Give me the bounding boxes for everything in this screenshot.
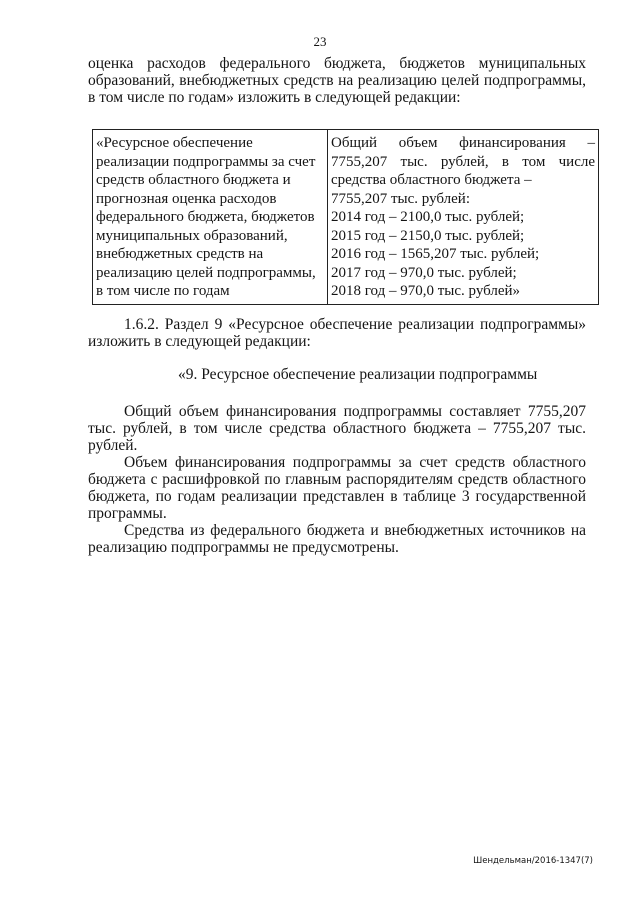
body-paragraph: Общий объем финансирования подпрограммы составляет 7755,207 тыс. рублей, в том числе средства областного бюджета – 7755,207 тыс. рублей.	[88, 403, 586, 454]
table-left-line: федерального бюджета, бюджетов	[96, 209, 315, 225]
table-right-line: Общий объем финансирования –	[331, 135, 595, 151]
table-left-cell	[93, 130, 328, 305]
table-left-line: «Ресурсное обеспечение	[96, 135, 253, 151]
table-right-line: 2014 год – 2100,0 тыс. рублей;	[331, 209, 525, 225]
table-left-line: прогнозная оценка расходов	[96, 190, 277, 207]
table-left-line: муниципальных образований,	[96, 227, 288, 244]
page-number: 23	[313, 34, 327, 49]
resource-table	[92, 129, 599, 305]
table-row	[93, 130, 599, 305]
intro-paragraph	[88, 55, 586, 106]
table-right-line: 2015 год – 2150,0 тыс. рублей;	[331, 227, 525, 244]
document-footer-code: Шендельман/2016-1347(7)	[473, 856, 593, 866]
table-left-line: реализации подпрограммы за счет	[96, 153, 316, 170]
body-paragraph: Средства из федерального бюджета и внебюджетных источников на реализацию подпрограммы не предусмотрены.	[88, 522, 586, 556]
amendment-paragraph: 1.6.2. Раздел 9 «Ресурсное обеспечение реализации подпрограммы» изложить в следующей редакции:	[88, 316, 586, 350]
table-right-line: 2016 год – 1565,207 тыс. рублей;	[331, 246, 540, 262]
table-left-line: реализацию целей подпрограммы,	[96, 264, 316, 281]
table-right-line: 2018 год – 970,0 тыс. рублей»	[331, 283, 521, 299]
body-paragraph: Объем финансирования подпрограммы за счет средств областного бюджета с расшифровкой по главным распорядителям средств областного бюджета, по годам реализации представлен в таблице 3 государственной программы.	[88, 454, 586, 522]
table-right-cell	[328, 130, 599, 305]
section-heading: «9. Ресурсное обеспечение реализации подпрограммы	[178, 366, 538, 383]
table-left-line: в том числе по годам	[96, 283, 230, 299]
table-right-line: 7755,207 тыс. рублей, в том числе	[331, 153, 595, 170]
table-right-line: средства областного бюджета –	[331, 172, 532, 188]
table-right-line: 2017 год – 970,0 тыс. рублей;	[331, 264, 517, 281]
intro-text: оценка расходов федерального бюджета, бюджетов муниципальных образований, внебюджетных средств на реализацию целей подпрограммы, в том числе по годам» изложить в следующей редакции:	[88, 55, 586, 106]
table-right-line: 7755,207 тыс. рублей:	[331, 190, 470, 207]
table-left-line: средств областного бюджета и	[96, 172, 291, 188]
table-left-line: внебюджетных средств на	[96, 246, 264, 262]
